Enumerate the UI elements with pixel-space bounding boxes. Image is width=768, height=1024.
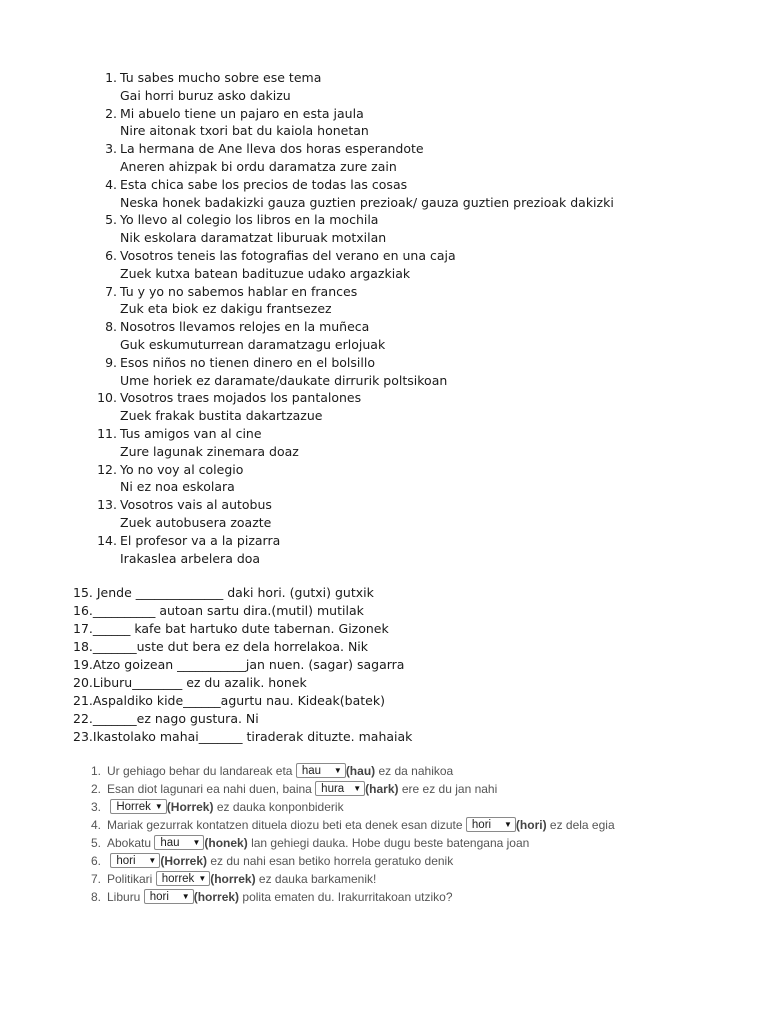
list-item (96, 425, 736, 461)
sentence-suffix: ez dela egia (549, 818, 615, 832)
fill-in-row: 20.Liburu________ ez du azalik. honek (73, 675, 307, 690)
item-number: 2. (105, 105, 117, 121)
list-item (96, 283, 736, 319)
selected-value: hori (116, 855, 136, 868)
item-number: 1. (91, 764, 102, 778)
exercise-row (91, 798, 761, 816)
list-item (96, 496, 736, 532)
sentence-suffix: ez du nahi esan betiko horrela geratuko denik (210, 854, 454, 868)
selected-value: hura (321, 783, 345, 796)
fill-in-row: 21.Aspaldiko kide______agurtu nau. Kideak(batek) (73, 693, 385, 708)
hint-text: (hori) (515, 818, 547, 832)
hint-text: (hark) (365, 782, 399, 796)
hint-text: (honek) (204, 836, 248, 850)
basque-translation: Neska honek badakizki gauza guztien prezioak/ gauza guztien prezioak dakizki (120, 194, 614, 210)
hint-text: (horrek) (193, 890, 240, 904)
sentence-suffix: lan gehiegi dauka. Hobe dugu beste batengana joan (251, 836, 530, 850)
list-item (96, 211, 736, 247)
chevron-down-icon: ▼ (353, 784, 362, 794)
fill-in-row: 22._______ez nago gustura. Ni (73, 711, 259, 726)
hint-text: (Horrek) (160, 854, 208, 868)
list-item (96, 247, 736, 283)
item-number: 13. (97, 497, 117, 513)
chevron-down-icon: ▼ (154, 802, 163, 812)
hint-text: (horrek) (210, 872, 256, 886)
list-item (96, 354, 736, 390)
item-number: 3. (105, 141, 117, 157)
item-number: 4. (105, 176, 117, 192)
spanish-sentence: Vosotros vais al autobus (120, 497, 272, 513)
sentence-prefix: Abokatu (107, 836, 152, 850)
spanish-sentence: Mi abuelo tiene un pajaro en esta jaula (120, 105, 364, 121)
exercise-row (91, 870, 761, 888)
selected-value: Horrek (116, 801, 151, 814)
sentence-prefix: Politikari (107, 872, 153, 886)
exercise-row (91, 852, 761, 870)
basque-translation: Zure lagunak zinemara doaz (120, 443, 299, 459)
basque-translation: Guk eskumuturrean daramatzagu erlojuak (120, 336, 386, 352)
basque-translation: Ni ez noa eskolara (120, 479, 235, 495)
spanish-sentence: Yo no voy al colegio (120, 461, 244, 477)
item-number: 12. (97, 461, 117, 477)
item-number: 3. (91, 800, 102, 814)
sentence-suffix: ere ez du jan nahi (401, 782, 498, 796)
fill-in-row: 16.__________ autoan sartu dira.(mutil) mutilak (73, 603, 364, 618)
basque-translation: Aneren ahizpak bi ordu daramatza zure zain (120, 158, 397, 174)
item-number: 11. (97, 425, 117, 441)
selected-value: hori (471, 819, 492, 832)
chevron-down-icon: ▼ (181, 892, 190, 902)
basque-translation: Zuk eta biok ez dakigu frantsezez (120, 301, 332, 317)
item-number: 6. (105, 247, 117, 263)
fill-in-row: 17.______ kafe bat hartuko dute tabernan. Gizonek (73, 621, 389, 636)
exercise-row (91, 762, 761, 780)
basque-translation: Ume horiek ez daramate/daukate dirrurik poltsikoan (120, 372, 448, 388)
hint-text: (hau) (345, 764, 376, 778)
answer-dropdown[interactable] (315, 781, 365, 796)
spanish-sentence: Esta chica sabe los precios de todas las cosas (120, 176, 408, 192)
exercise-row (91, 780, 761, 798)
sentence-prefix: Mariak gezurrak kontatzen dituela diozu beti eta denek esan dizute (107, 818, 463, 832)
basque-translation: Zuek frakak bustita dakartzazue (120, 408, 323, 424)
list-item (96, 69, 736, 105)
exercise-row (91, 888, 761, 906)
fill-in-row: 15. Jende ______________ daki hori. (gutxi) gutxik (73, 585, 374, 600)
basque-translation: Zuek autobusera zoazte (120, 514, 272, 530)
item-number: 1. (105, 70, 117, 85)
sentence-suffix: ez dauka barkamenik! (258, 872, 377, 886)
list-item (96, 532, 736, 568)
chevron-down-icon: ▼ (503, 820, 512, 830)
fill-in-row: 23.Ikastolako mahai_______ tiraderak dituzte. mahaiak (73, 729, 413, 744)
item-number: 5. (105, 212, 117, 228)
spanish-sentence: Nosotros llevamos relojes en la muñeca (120, 319, 370, 335)
spanish-sentence: El profesor va a la pizarra (120, 532, 281, 548)
selected-value: hori (149, 891, 169, 904)
answer-dropdown[interactable] (144, 889, 194, 904)
spanish-sentence: Yo llevo al colegio los libros en la mochila (120, 212, 379, 228)
basque-translation: Zuek kutxa batean badituzue udako argazkiak (120, 265, 411, 281)
basque-translation: Nik eskolara daramatzat liburuak motxilan (120, 230, 387, 246)
answer-dropdown[interactable] (154, 835, 204, 850)
item-number: 8. (105, 319, 117, 335)
sentence-suffix: polita ematen du. Irakurritakoan utziko? (242, 890, 453, 904)
selected-value: horrek (161, 873, 195, 886)
item-number: 8. (91, 890, 102, 904)
sentence-suffix: ez da nahikoa (378, 764, 454, 778)
sentence-suffix: ez dauka konponbiderik (216, 800, 344, 814)
spanish-sentence: Tus amigos van al cine (120, 425, 262, 441)
chevron-down-icon: ▼ (333, 766, 342, 776)
list-item (96, 105, 736, 141)
spanish-sentence: La hermana de Ane lleva dos horas esperandote (120, 141, 424, 157)
item-number: 2. (91, 782, 102, 796)
item-number: 14. (97, 532, 117, 548)
sentence-prefix: Liburu (107, 890, 141, 904)
item-number: 6. (91, 854, 102, 868)
list-item (96, 318, 736, 354)
exercise-row (91, 834, 761, 852)
answer-dropdown[interactable] (110, 799, 166, 814)
list-item (96, 461, 736, 497)
basque-translation: Nire aitonak txori bat du kaiola honetan (120, 123, 369, 139)
fill-in-row: 19.Atzo goizean ___________jan nuen. (sagar) sagarra (73, 657, 405, 672)
basque-translation: Gai horri buruz asko dakizu (120, 87, 291, 103)
item-number: 10. (97, 390, 117, 406)
item-number: 7. (105, 283, 117, 299)
chevron-down-icon: ▼ (148, 856, 157, 866)
spanish-sentence: Esos niños no tienen dinero en el bolsillo (120, 354, 375, 370)
sentence-prefix: Ur gehiago behar du landareak eta (107, 764, 293, 778)
selected-value: hau (160, 837, 180, 850)
list-item (96, 140, 736, 176)
selected-value: hau (301, 765, 321, 778)
dropdown-exercise-list (91, 762, 761, 906)
list-item (96, 389, 736, 425)
answer-dropdown[interactable] (466, 817, 516, 832)
answer-dropdown[interactable] (296, 763, 346, 778)
spanish-sentence: Tu y yo no sabemos hablar en frances (120, 283, 358, 299)
spanish-sentence: Tu sabes mucho sobre ese tema (120, 70, 322, 85)
fill-in-list (73, 584, 733, 746)
basque-translation: Irakaslea arbelera doa (120, 550, 261, 566)
list-item (96, 176, 736, 212)
fill-in-row: 18._______uste dut bera ez dela horrelakoa. Nik (73, 639, 369, 654)
answer-dropdown[interactable] (156, 871, 211, 886)
hint-text: (Horrek) (166, 800, 214, 814)
chevron-down-icon: ▼ (192, 838, 201, 848)
sentence-prefix: Esan diot lagunari ea nahi duen, baina (107, 782, 312, 796)
item-number: 5. (91, 836, 102, 850)
item-number: 4. (91, 818, 102, 832)
item-number: 7. (91, 872, 102, 886)
spanish-sentence: Vosotros traes mojados los pantalones (120, 390, 362, 406)
item-number: 9. (105, 354, 117, 370)
exercise-row (91, 816, 761, 834)
answer-dropdown[interactable] (110, 853, 160, 868)
chevron-down-icon: ▼ (198, 874, 207, 884)
translation-list (96, 69, 736, 567)
spanish-sentence: Vosotros teneis las fotografias del verano en una caja (120, 247, 456, 263)
